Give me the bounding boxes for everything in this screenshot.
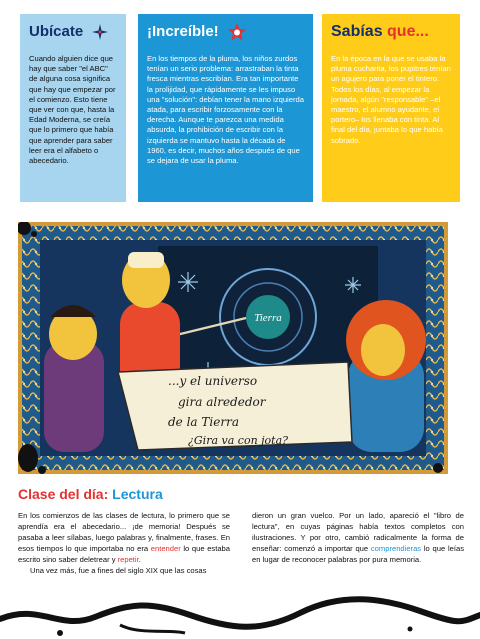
increible-text: En los tiempos de la pluma, los niños zurdos tenían un serio problema: arrastraban la tinta fresca mientras escribían. Era tan importante la prolijidad, que rápidamente se les impuso una "solución": debían tener la mano izquierda atada, para escribir forzosamente con la derecha. Aunque te parezca una medida absurda, la prohibición de escribir con la izquierda se mantuvo hasta la década de 1960, es decir, muchos años después de que se dejara de usar la pluma.	[147, 54, 304, 166]
speech-line-3: de la Tierra	[168, 415, 239, 429]
ubicate-text: Cuando alguien dice que hay que saber "el ABC" de alguna cosa significa que hay que empezar por el comienzo. Esto tiene que ver con que, hasta la Edad Moderna, se creía que lo primero que había que aprender para saber leer era el alfabeto o abecedario.	[29, 54, 116, 166]
right-student-figure	[346, 300, 426, 452]
text-span: lo que leías en lugar de reconocer palabras por pura memoria.	[252, 544, 464, 564]
article-column-2	[252, 510, 464, 565]
highlight-entender: entender	[150, 544, 181, 553]
speech-line-2: gira alrededor	[178, 395, 266, 409]
text-span: .	[138, 555, 141, 564]
text-span: dieron un gran vuelco. Por un lado, apareció el "libro de lectura", en cuyas páginas había textos completos con ilustraciones. Y por otro, cambió radicalmente la forma de enseñar: comenzó a importar que	[252, 511, 464, 553]
ubicate-title	[29, 22, 117, 46]
article-heading-label: Clase del día:	[18, 486, 113, 502]
sabias-text: En la época en la que se usaba la pluma cucharita, los pupitres tenían un agujero para poner el tintero. Todos los días, al empezar la jornada, algún "responsable" –el maestro, el alumno ayudante, el portero– los llenaba con tinta. Al final del día, juntaba lo que había sobrado.	[331, 54, 451, 145]
text-span: lo que estaba escrito sino saber deletrear y	[18, 544, 230, 564]
star-burst-icon	[227, 22, 247, 42]
sabias-title-a: Sabías	[331, 23, 388, 40]
highlight-comprendieras: comprendieras	[370, 544, 422, 553]
sabias-title	[331, 22, 451, 46]
speech-bubble	[118, 362, 352, 450]
sabias-box	[322, 14, 460, 202]
article-heading	[18, 486, 163, 502]
compass-cross-icon	[91, 23, 109, 41]
increible-title	[147, 22, 304, 46]
speech-line-4: ¿Gira va con jota?	[188, 434, 289, 447]
ubicate-title-text: Ubícate	[29, 23, 84, 40]
column-1-paragraph-1	[18, 510, 230, 565]
sabias-title-b: que...	[387, 23, 429, 40]
speech-line-1: ...y el universo	[168, 374, 258, 388]
column-1-paragraph-2: Una vez más, fue a fines del siglo XIX que las cosas	[30, 566, 207, 575]
increible-box	[138, 14, 313, 202]
ubicate-box	[20, 14, 126, 202]
ink-squiggle-decoration	[0, 575, 480, 639]
article-heading-topic: Lectura	[112, 486, 163, 502]
left-student-figure	[44, 305, 104, 452]
globe-tierra	[220, 269, 316, 365]
text-span: En los comienzos de las clases de lectura, lo primero que se aprendía era el abecedario... ¡de memoria! Después se pasaba a leer sílabas, luego palabras y, finalmente, frases. En esos tiempos lo que importaba no era	[18, 511, 230, 553]
increible-title-text: ¡Increíble!	[147, 23, 219, 40]
article-column-1	[18, 510, 230, 576]
highlight-repetir: repetir	[117, 555, 139, 564]
classroom-illustration	[18, 222, 448, 474]
globe-label: Tierra	[254, 312, 282, 324]
